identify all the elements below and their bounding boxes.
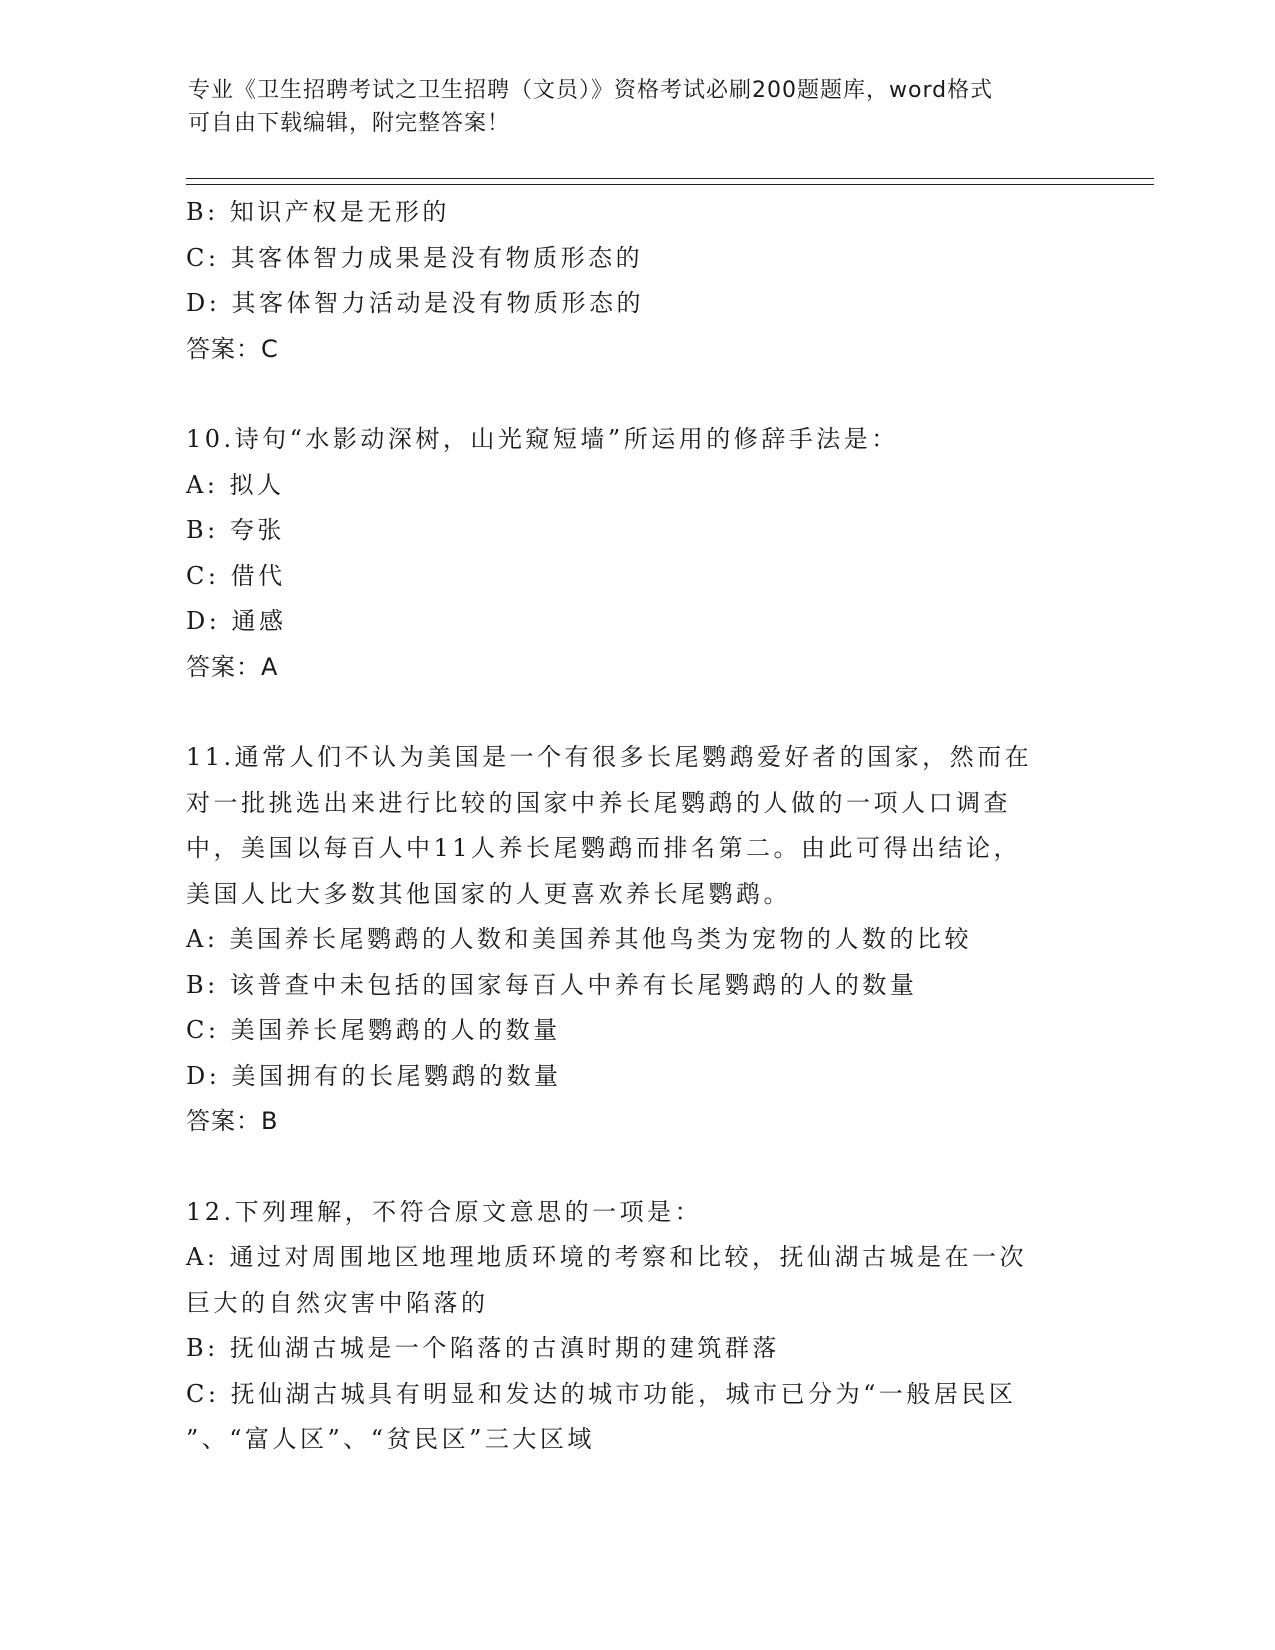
question-stem: 12.下列理解，不符合原文意思的一项是： [186,1197,703,1226]
previous-question [186,190,1086,372]
document-header [188,74,1068,140]
option-b: B: 抚仙湖古城是一个陷落的古滇时期的建筑群落 [186,1334,780,1362]
answer: 答案：A [186,652,279,681]
header-line-1: 专业《卫生招聘考试之卫生招聘（文员）》资格考试必刷200题题库，word格式 [188,78,994,103]
spacer [186,1145,1086,1190]
header-rule-bottom [186,184,1154,185]
option-a-continued: 巨大的自然灾害中陷落的 [186,1288,489,1317]
answer: 答案：C [186,334,279,363]
option-a: A: 通过对周围地区地理地质环境的考察和比较，抚仙湖古城是在一次 [186,1243,1028,1271]
question-11 [186,735,1086,1145]
header-line-2: 可自由下载编辑，附完整答案！ [188,111,511,136]
question-stem-line: 对一批挑选出来进行比较的国家中养长尾鹦鹉的人做的一项人口调查 [186,788,1011,817]
option-b: B: 该普查中未包括的国家每百人中养有长尾鹦鹉的人的数量 [186,970,918,999]
option-d: D: 通感 [186,607,287,635]
option-b: B: 夸张 [186,516,285,544]
header-rule-top [186,178,1154,179]
option-c: C: 其客体智力成果是没有物质形态的 [186,243,644,272]
question-12 [186,1190,1086,1463]
question-stem-line: 美国人比大多数其他国家的人更喜欢养长尾鹦鹉。 [186,879,791,908]
option-c: C: 抚仙湖古城具有明显和发达的城市功能，城市已分为“一般居民区 [186,1379,1017,1408]
question-content [186,190,1086,1463]
question-stem-line: 中，美国以每百人中11人养长尾鹦鹉而排名第二。由此可得出结论， [186,834,1022,862]
option-c: C: 借代 [186,561,286,590]
question-10 [186,417,1086,690]
option-c: C: 美国养长尾鹦鹉的人的数量 [186,1016,561,1044]
option-d: D: 美国拥有的长尾鹦鹉的数量 [186,1061,562,1090]
answer: 答案：B [186,1107,279,1135]
option-c-continued: ”、“富人区”、“贫民区”三大区域 [186,1425,595,1453]
question-stem-line: 11.通常人们不认为美国是一个有很多长尾鹦鹉爱好者的国家，然而在 [186,743,1033,771]
question-stem: 10.诗句“水影动深树，山光窥短墙”所运用的修辞手法是： [186,425,899,453]
option-b: B: 知识产权是无形的 [186,198,450,226]
option-a: A: 美国养长尾鹦鹉的人数和美国养其他鸟类为宠物的人数的比较 [186,925,973,953]
option-a: A: 拟人 [186,470,285,499]
spacer [186,372,1086,417]
spacer [186,690,1086,735]
option-d: D: 其客体智力活动是没有物质形态的 [186,289,644,317]
